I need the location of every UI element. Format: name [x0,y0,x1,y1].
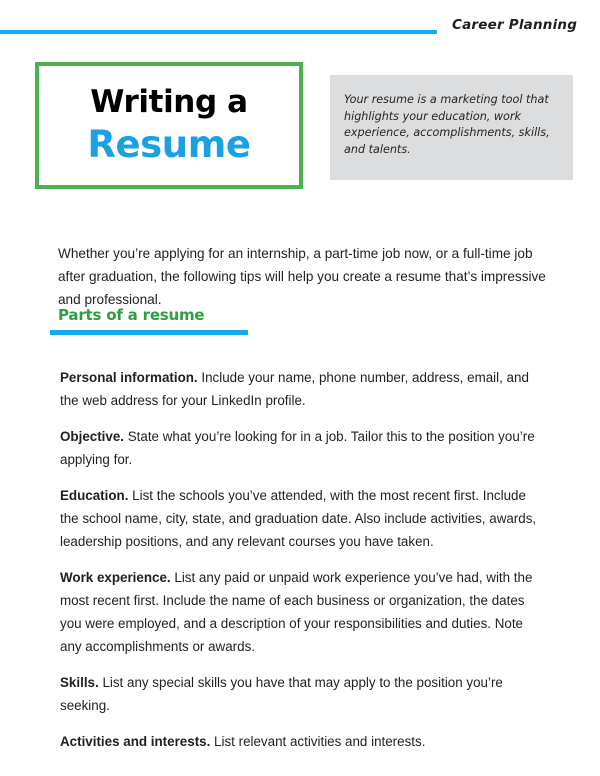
list-item-term: Personal information. [60,370,198,386]
title-text-group [39,82,299,167]
page-title-line-2: Resume [87,123,251,166]
list-item [60,567,544,658]
list-item-term: Objective. [60,429,125,445]
header-category-label: Career Planning [452,17,578,33]
section-accent-rule [50,330,248,335]
list-item-description: List any special skills you have that may apply to the position you’re seeking. [60,674,503,713]
section-heading-group [50,306,310,324]
title-box [35,62,303,189]
intro-paragraph: Whether you’re applying for an internship, a part-time job now, or a full-time job after graduation, the following tips will help you create a resume that’s impressive and professional. [58,245,546,307]
list-item [60,672,544,718]
page-title-line-1: Writing a [90,84,248,120]
callout-text: Your resume is a marketing tool that highlights your education, work experience, accomplishments, skills, and talents. [344,93,550,156]
list-item-term: Skills. [60,674,99,690]
list-item-term: Activities and interests. [60,733,211,749]
list-item-description: List the schools you’ve attended, with the most recent first. Include the school name, city, state, and graduation date. Also include activities, awards, leadership positions, and any relevant courses you have taken. [60,488,537,549]
list-item-description: List any paid or unpaid work experience you’ve had, with the most recent first. Include the name of each business or organization, the dates you were employed, and a description of your responsibilities and duties. Note any accomplishments or awards. [60,570,533,654]
list-item [60,367,544,413]
callout-box [330,75,573,180]
page-header [0,16,600,46]
list-item [60,731,544,754]
list-item-term: Work experience. [60,570,171,586]
header-accent-rule [0,30,437,34]
parts-list [60,354,544,767]
list-item [60,426,544,472]
section-heading-text: Parts of a resume [58,306,205,324]
list-item [60,485,544,553]
list-item-description: State what you’re looking for in a job. Tailor this to the position you’re applying for. [60,429,535,468]
list-item-description: Include your name, phone number, address, email, and the web address for your LinkedIn profile. [60,370,529,409]
list-item-description: List relevant activities and interests. [210,733,426,749]
list-item-term: Education. [60,488,129,504]
